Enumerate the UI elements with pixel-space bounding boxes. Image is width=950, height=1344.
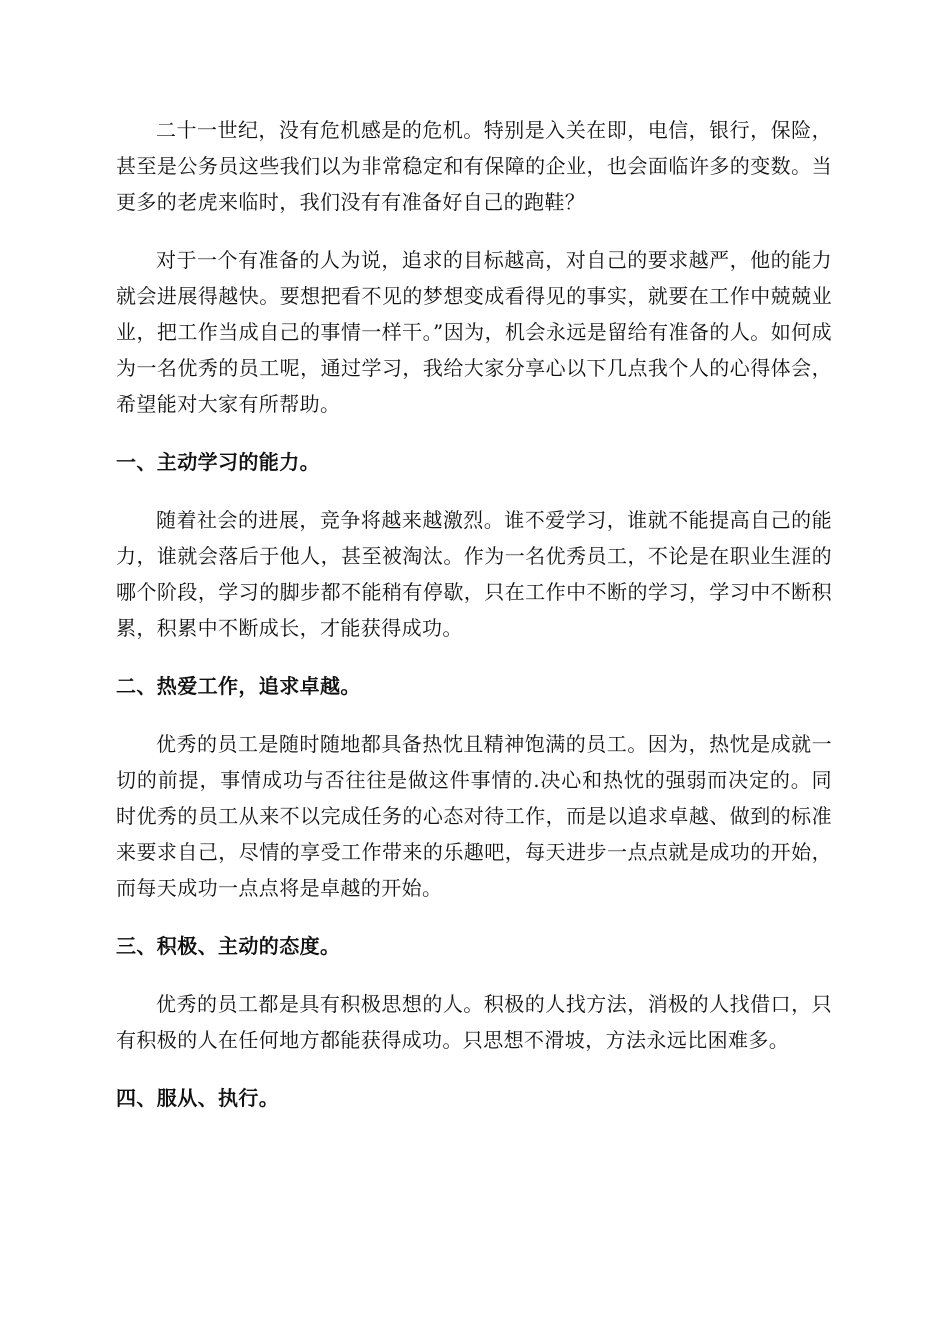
heading-section-3: 三、积极、主动的态度。: [116, 934, 341, 958]
paragraph-preparation: 对于一个有准备的人为说，追求的目标越高，对自己的要求越严，他的能力就会进展得越快。要想把看不见的梦想变成看得见的事实，就要在工作中兢兢业业，把工作当成自己的事情一样干。”因为，机会永远是留给有准备的人。如何成为一名优秀的员工呢，通过学习，我给大家分享心以下几点我个人的心得体会，希望能对大家有所帮助。: [116, 248, 832, 416]
paragraph-section-3: 优秀的员工都是具有积极思想的人。积极的人找方法，消极的人找借口，只有积极的人在任何地方都能获得成功。只思想不滑坡，方法永远比困难多。: [116, 992, 832, 1052]
heading-section-4: 四、服从、执行。: [116, 1086, 280, 1110]
document-body: [116, 112, 832, 1138]
heading-section-1: 一、主动学习的能力。: [116, 450, 320, 474]
heading-section-2: 二、热爱工作，追求卓越。: [116, 674, 361, 698]
paragraph-section-2: 优秀的员工是随时随地都具备热忱且精神饱满的员工。因为，热忱是成就一切的前提，事情成功与否往往是做这件事情的.决心和热忱的强弱而决定的。同时优秀的员工从来不以完成任务的心态对待工作，而是以追求卓越、做到的标准来要求自己，尽情的享受工作带来的乐趣吧，每天进步一点点就是成功的开始，而每天成功一点点将是卓越的开始。: [116, 732, 832, 900]
paragraph-intro: 二十一世纪，没有危机感是的危机。特别是入关在即，电信，银行，保险，甚至是公务员这些我们以为非常稳定和有保障的企业，也会面临许多的变数。当更多的老虎来临时，我们没有有准备好自己的跑鞋？: [116, 118, 832, 214]
paragraph-section-1: 随着社会的进展，竞争将越来越激烈。谁不爱学习，谁就不能提高自己的能力，谁就会落后于他人，甚至被淘汰。作为一名优秀员工，不论是在职业生涯的哪个阶段，学习的脚步都不能稍有停歇，只在工作中不断的学习，学习中不断积累，积累中不断成长，才能获得成功。: [116, 508, 832, 640]
